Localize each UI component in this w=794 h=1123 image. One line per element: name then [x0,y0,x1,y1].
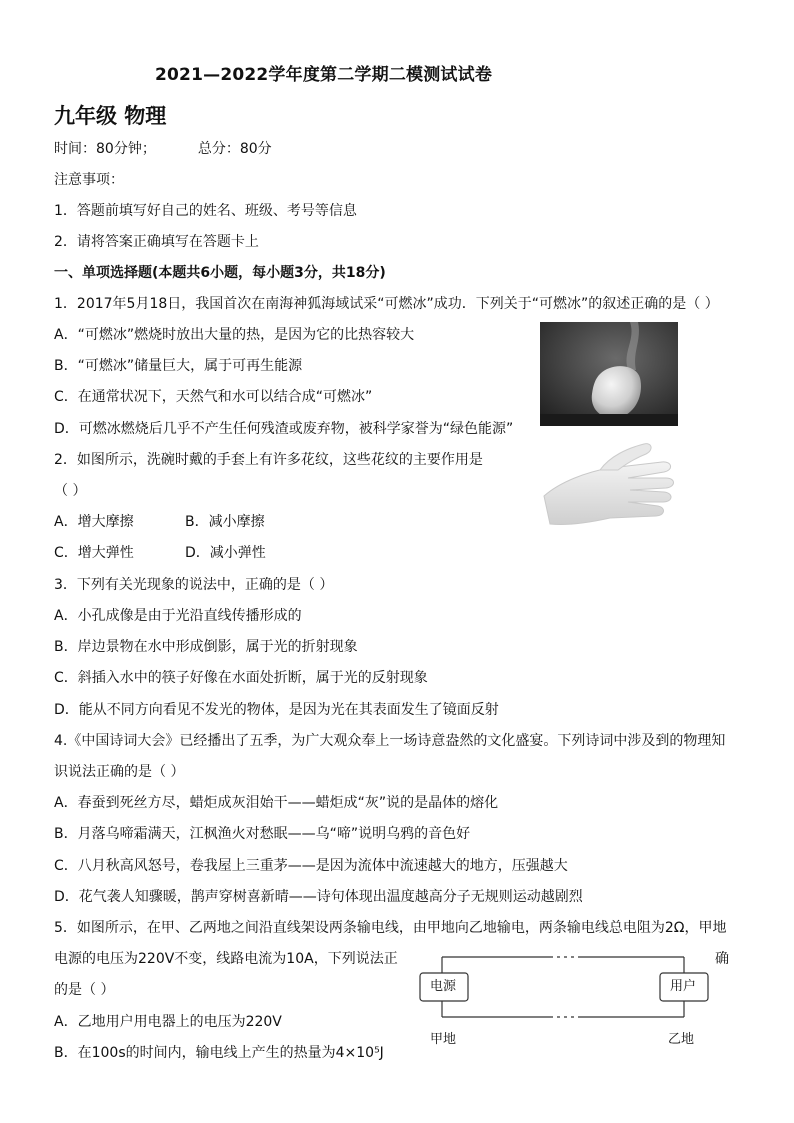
question-3-stem: 3．下列有关光现象的说法中，正确的是（ ） [54,577,334,593]
question-4-option-c: C．八月秋高风怒号，卷我屋上三重茅——是因为流体中流速越大的地方，压强越大 [54,858,568,874]
question-2-option-c: C．增大弹性 [54,545,134,561]
question-1-option-d: D．可燃冰燃烧后几乎不产生任何残渣或废弃物，被科学家誉为“绿色能源” [54,421,514,437]
question-4-stem-cont: 识说法正确的是（ ） [54,764,185,780]
time-info: 时间：80分钟； [54,141,156,157]
exam-title: 2021—2022学年度第二学期二模测试试卷 [155,65,493,85]
question-3-option-b: B．岸边景物在水中形成倒影，属于光的折射现象 [54,639,358,655]
question-5-stem-tail: 确 [715,951,729,967]
question-3-option-d: D．能从不同方向看见不发光的物体，是因为光在其表面发生了镜面反射 [54,702,499,718]
subject-heading: 九年级 物理 [54,104,167,128]
question-2-option-d: D．减小弹性 [185,545,266,561]
question-4-option-d: D．花气袭人知骤暖，鹊声穿树喜新晴——诗句体现出温度越高分子无规则运动越剧烈 [54,889,583,905]
question-1-option-a: A．“可燃冰”燃烧时放出大量的热，是因为它的比热容较大 [54,327,415,343]
burning-ice-photo [540,322,678,426]
question-1-option-b: B．“可燃冰”储量巨大，属于可再生能源 [54,358,303,374]
user-box: 用户 [670,979,697,994]
question-2-option-b: B．减小摩擦 [185,514,265,530]
question-3-option-a: A．小孔成像是由于光沿直线传播形成的 [54,608,302,624]
note-item: 1．答题前填写好自己的姓名、班级、考号等信息 [54,203,357,219]
question-5-stem-end: 的是（ ） [54,982,115,998]
transmission-line-diagram [418,945,713,1055]
question-4-stem: 4.《中国诗词大会》已经播出了五季，为广大观众奉上一场诗意盎然的文化盛宴。下列诗词中涉及到的物理知 [54,733,726,749]
section-heading: 一、单项选择题(本题共6小题，每小题3分，共18分) [54,265,386,281]
place-b-label: 乙地 [668,1032,695,1047]
question-1-stem: 1．2017年5月18日，我国首次在南海神狐海域试采“可燃冰”成功．下列关于“可燃冰”的叙述正确的是（ ） [54,296,719,312]
question-1-option-c: C．在通常状况下，天然气和水可以结合成“可燃冰” [54,389,373,405]
question-5-option-a: A．乙地用户用电器上的电压为220V [54,1014,282,1030]
notes-heading: 注意事项： [54,172,124,188]
question-2-stem: 2．如图所示，洗碗时戴的手套上有许多花纹，这些花纹的主要作用是 [54,452,483,468]
place-a-label: 甲地 [430,1032,457,1047]
question-5-stem: 5．如图所示，在甲、乙两地之间沿直线架设两条输电线，由甲地向乙地输电，两条输电线总电阻为2Ω，甲地 [54,920,727,936]
power-source-box: 电源 [430,979,457,994]
question-3-option-c: C．斜插入水中的筷子好像在水面处折断，属于光的反射现象 [54,670,428,686]
question-5-option-b: B．在100s的时间内，输电线上产生的热量为4×10⁵J [54,1045,384,1061]
score-info: 总分：80分 [197,141,272,157]
question-5-stem-cont: 电源的电压为220V不变，线路电流为10A，下列说法正 [54,951,398,967]
question-2-option-a: A．增大摩擦 [54,514,134,530]
question-4-option-a: A．春蚕到死丝方尽，蜡炬成灰泪始干——蜡炬成“灰”说的是晶体的熔化 [54,795,499,811]
question-2-blank: （ ） [54,483,87,499]
question-4-option-b: B．月落乌啼霜满天，江枫渔火对愁眠——乌“啼”说明乌鸦的音色好 [54,826,471,842]
note-item: 2．请将答案正确填写在答题卡上 [54,234,259,250]
glove-photo [540,438,680,538]
exam-info [54,140,272,158]
